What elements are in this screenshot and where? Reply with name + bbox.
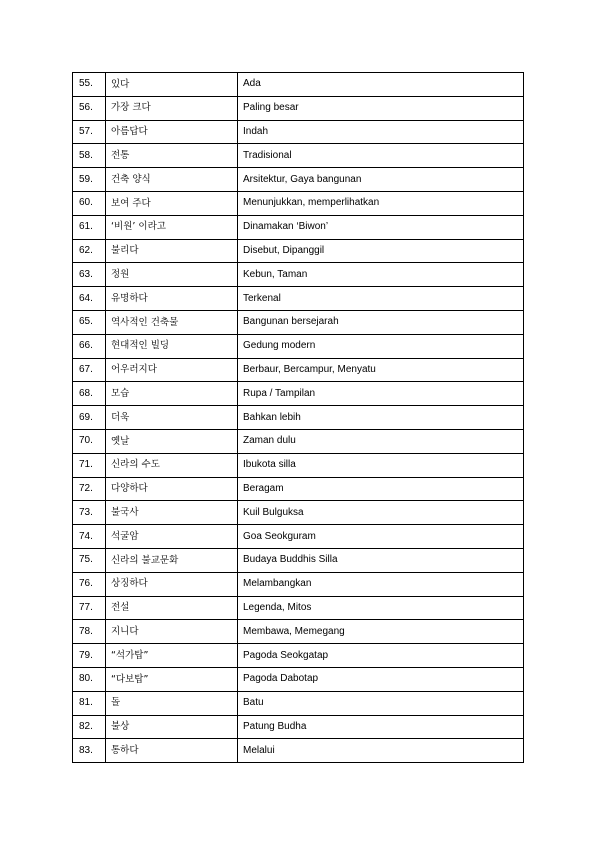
entry-number: 57. [73, 120, 106, 144]
entry-number: 71. [73, 453, 106, 477]
table-row [73, 715, 524, 739]
entry-number: 76. [73, 572, 106, 596]
indonesian-translation: Menunjukkan, memperlihatkan [238, 191, 524, 215]
entry-number: 64. [73, 287, 106, 311]
table-row [73, 453, 524, 477]
korean-term: 현대적인 빌딩 [106, 334, 238, 358]
indonesian-translation: Ibukota silla [238, 453, 524, 477]
indonesian-translation: Beragam [238, 477, 524, 501]
entry-number: 77. [73, 596, 106, 620]
table-row [73, 168, 524, 192]
indonesian-translation: Membawa, Memegang [238, 620, 524, 644]
indonesian-translation: Melalui [238, 739, 524, 763]
korean-term: 보여 주다 [106, 191, 238, 215]
entry-number: 70. [73, 429, 106, 453]
indonesian-translation: Disebut, Dipanggil [238, 239, 524, 263]
korean-term: “석가탑” [106, 644, 238, 668]
korean-term: 어우러지다 [106, 358, 238, 382]
indonesian-translation: Bahkan lebih [238, 406, 524, 430]
entry-number: 83. [73, 739, 106, 763]
korean-term: 있다 [106, 73, 238, 97]
table-row [73, 73, 524, 97]
table-row [73, 120, 524, 144]
indonesian-translation: Gedung modern [238, 334, 524, 358]
table-row [73, 691, 524, 715]
korean-term: 아름답다 [106, 120, 238, 144]
indonesian-translation: Goa Seokguram [238, 525, 524, 549]
indonesian-translation: Budaya Buddhis Silla [238, 548, 524, 572]
table-row [73, 263, 524, 287]
entry-number: 73. [73, 501, 106, 525]
korean-term: 가장 크다 [106, 96, 238, 120]
entry-number: 58. [73, 144, 106, 168]
indonesian-translation: Zaman dulu [238, 429, 524, 453]
korean-term: 상징하다 [106, 572, 238, 596]
entry-number: 63. [73, 263, 106, 287]
korean-term: 역사적인 건축물 [106, 310, 238, 334]
indonesian-translation: Bangunan bersejarah [238, 310, 524, 334]
table-row [73, 287, 524, 311]
korean-term: ‘비원’ 이라고 [106, 215, 238, 239]
table-row [73, 191, 524, 215]
korean-term: 유명하다 [106, 287, 238, 311]
indonesian-translation: Ada [238, 73, 524, 97]
table-row [73, 96, 524, 120]
table-row [73, 548, 524, 572]
indonesian-translation: Pagoda Seokgatap [238, 644, 524, 668]
table-row [73, 382, 524, 406]
indonesian-translation: Dinamakan ‘Biwon’ [238, 215, 524, 239]
korean-term: 통하다 [106, 739, 238, 763]
table-row [73, 334, 524, 358]
vocabulary-table-body [73, 73, 524, 763]
entry-number: 69. [73, 406, 106, 430]
entry-number: 72. [73, 477, 106, 501]
table-row [73, 620, 524, 644]
indonesian-translation: Kebun, Taman [238, 263, 524, 287]
korean-term: 다양하다 [106, 477, 238, 501]
entry-number: 67. [73, 358, 106, 382]
korean-term: 더욱 [106, 406, 238, 430]
entry-number: 82. [73, 715, 106, 739]
entry-number: 79. [73, 644, 106, 668]
entry-number: 61. [73, 215, 106, 239]
indonesian-translation: Legenda, Mitos [238, 596, 524, 620]
indonesian-translation: Arsitektur, Gaya bangunan [238, 168, 524, 192]
korean-term: “다보탑” [106, 667, 238, 691]
korean-term: 불국사 [106, 501, 238, 525]
korean-term: 돌 [106, 691, 238, 715]
korean-term: 전통 [106, 144, 238, 168]
table-row [73, 477, 524, 501]
korean-term: 옛날 [106, 429, 238, 453]
entry-number: 78. [73, 620, 106, 644]
korean-term: 불상 [106, 715, 238, 739]
table-row [73, 501, 524, 525]
indonesian-translation: Kuil Bulguksa [238, 501, 524, 525]
table-row [73, 358, 524, 382]
entry-number: 56. [73, 96, 106, 120]
indonesian-translation: Berbaur, Bercampur, Menyatu [238, 358, 524, 382]
indonesian-translation: Indah [238, 120, 524, 144]
table-row [73, 310, 524, 334]
entry-number: 62. [73, 239, 106, 263]
entry-number: 80. [73, 667, 106, 691]
vocabulary-table [72, 72, 524, 763]
entry-number: 74. [73, 525, 106, 549]
table-row [73, 215, 524, 239]
entry-number: 55. [73, 73, 106, 97]
table-row [73, 144, 524, 168]
entry-number: 68. [73, 382, 106, 406]
table-row [73, 406, 524, 430]
korean-term: 석굴암 [106, 525, 238, 549]
korean-term: 지니다 [106, 620, 238, 644]
korean-term: 정원 [106, 263, 238, 287]
indonesian-translation: Batu [238, 691, 524, 715]
table-row [73, 644, 524, 668]
table-row [73, 525, 524, 549]
entry-number: 59. [73, 168, 106, 192]
korean-term: 신라의 수도 [106, 453, 238, 477]
table-row [73, 572, 524, 596]
indonesian-translation: Pagoda Dabotap [238, 667, 524, 691]
table-row [73, 239, 524, 263]
table-row [73, 739, 524, 763]
entry-number: 75. [73, 548, 106, 572]
korean-term: 건축 양식 [106, 168, 238, 192]
entry-number: 81. [73, 691, 106, 715]
korean-term: 모습 [106, 382, 238, 406]
indonesian-translation: Rupa / Tampilan [238, 382, 524, 406]
entry-number: 65. [73, 310, 106, 334]
korean-term: 전설 [106, 596, 238, 620]
korean-term: 신라의 불교문화 [106, 548, 238, 572]
entry-number: 66. [73, 334, 106, 358]
entry-number: 60. [73, 191, 106, 215]
indonesian-translation: Melambangkan [238, 572, 524, 596]
korean-term: 불리다 [106, 239, 238, 263]
indonesian-translation: Patung Budha [238, 715, 524, 739]
indonesian-translation: Terkenal [238, 287, 524, 311]
table-row [73, 429, 524, 453]
indonesian-translation: Paling besar [238, 96, 524, 120]
indonesian-translation: Tradisional [238, 144, 524, 168]
table-row [73, 596, 524, 620]
table-row [73, 667, 524, 691]
